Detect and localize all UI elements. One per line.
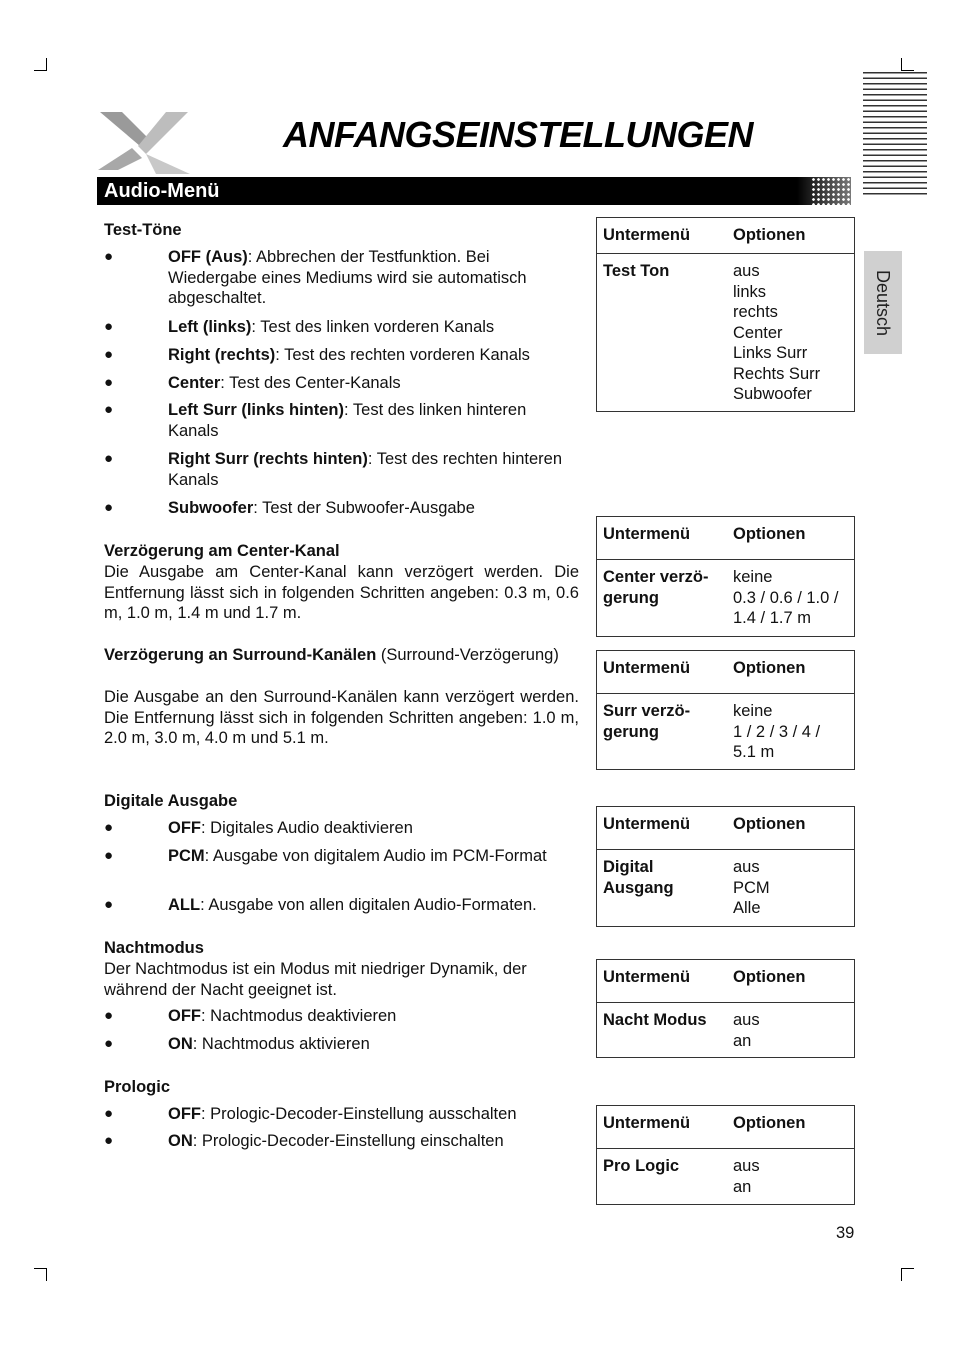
option-value: 5.1 m xyxy=(733,743,775,761)
description: : Test des rechten vorderen Kanals xyxy=(275,346,530,364)
bullet-icon: ● xyxy=(104,401,114,418)
header-submenu: Untermenü xyxy=(603,815,691,833)
brand-x-logo-icon xyxy=(96,108,196,176)
submenu-name: Pro Logic xyxy=(603,1157,680,1175)
bullet-icon: ● xyxy=(104,847,114,864)
bullet-icon: ● xyxy=(104,896,114,913)
option-value: aus xyxy=(733,1011,760,1029)
option-value: Subwoofer xyxy=(733,385,812,403)
term: ON xyxy=(168,1132,193,1150)
options-table-pro-logic xyxy=(596,1105,855,1205)
submenu-name: Digital Ausgang xyxy=(603,858,674,897)
term: Left Surr (links hinten) xyxy=(168,401,345,419)
term: OFF (Aus) xyxy=(168,248,248,266)
crop-mark-bottom-left xyxy=(34,1268,47,1281)
term: Right (rechts) xyxy=(168,346,276,364)
options-list xyxy=(733,1010,853,1051)
language-tab-label: Deutsch xyxy=(873,269,893,337)
prologic-heading: Prologic xyxy=(104,1078,171,1096)
options-list xyxy=(733,857,853,919)
term: Center xyxy=(168,374,221,392)
bullet-icon: ● xyxy=(104,318,114,335)
option-value: keine xyxy=(733,568,773,586)
option-value: 0.3 / 0.6 / 1.0 / xyxy=(733,588,839,607)
option-value: aus xyxy=(733,1157,760,1175)
description: : Test des rechten hinteren Kanals xyxy=(168,450,562,489)
options-table-digital-output xyxy=(596,806,855,927)
bullet-icon: ● xyxy=(104,450,114,467)
bullet-icon: ● xyxy=(104,1132,114,1149)
submenu-name: Center verzö-gerung xyxy=(603,568,709,607)
options-table-surround-delay xyxy=(596,650,855,770)
options-table-test-ton xyxy=(596,217,855,412)
description: : Ausgabe von digitalem Audio im PCM-Format xyxy=(204,847,547,865)
bullet-icon: ● xyxy=(104,374,114,391)
surround-delay-heading-line xyxy=(104,645,579,666)
description: : Prologic-Decoder-Einstellung einschalten xyxy=(192,1132,504,1150)
description: : Nachtmodus aktivieren xyxy=(192,1035,370,1053)
night-mode-heading: Nachtmodus xyxy=(104,939,204,957)
test-tones-heading: Test-Töne xyxy=(104,221,182,239)
section-title: Audio-Menü xyxy=(104,180,220,202)
option-value: Links Surr xyxy=(733,344,808,362)
option-value: an xyxy=(733,1177,752,1196)
option-value: keine xyxy=(733,702,773,720)
section-bar-dot-pattern xyxy=(811,177,851,205)
table-header xyxy=(597,1106,854,1149)
header-options: Optionen xyxy=(733,659,806,677)
term: OFF xyxy=(168,1105,201,1123)
option-value: Rechts Surr xyxy=(733,364,821,383)
option-value: Center xyxy=(733,323,783,342)
option-value: 1 / 2 / 3 / 4 / xyxy=(733,722,821,741)
option-value: rechts xyxy=(733,303,778,321)
options-table-center-delay xyxy=(596,516,855,637)
center-delay-heading: Verzögerung am Center-Kanal xyxy=(104,542,340,560)
crop-mark-top-right xyxy=(901,58,914,71)
options-list xyxy=(733,1156,853,1197)
option-value: links xyxy=(733,282,767,301)
description: : Test der Subwoofer-Ausgabe xyxy=(253,499,475,517)
header-options: Optionen xyxy=(733,525,806,543)
header-submenu: Untermenü xyxy=(603,525,691,543)
bullet-icon: ● xyxy=(104,346,114,363)
decorative-stripes xyxy=(863,72,927,198)
term: ON xyxy=(168,1035,193,1053)
bullet-icon: ● xyxy=(104,248,114,265)
table-header xyxy=(597,218,854,254)
submenu-name: Test Ton xyxy=(603,262,670,280)
table-header xyxy=(597,960,854,1003)
description: : Prologic-Decoder-Einstellung ausschalten xyxy=(201,1105,517,1123)
header-submenu: Untermenü xyxy=(603,226,691,244)
surround-delay-text: Die Ausgabe an den Surround-Kanälen kann verzögert werden. Die Entfernung lässt sich in folgenden Schritten angeben: 1.0 m, 2.0 m, 3.0 m, 4.0 m und 5.1 m. xyxy=(104,688,579,747)
option-value: an xyxy=(733,1031,752,1050)
section-header-bar xyxy=(97,177,851,205)
description: : Nachtmodus deaktivieren xyxy=(201,1007,397,1025)
header-submenu: Untermenü xyxy=(603,1114,691,1132)
submenu-name: Surr verzö-gerung xyxy=(603,702,691,741)
term: ALL xyxy=(168,896,201,914)
surround-delay-heading: Verzögerung an Surround-Kanälen xyxy=(104,646,377,664)
center-delay-text: Die Ausgabe am Center-Kanal kann verzögert werden. Die Entfernung lässt sich in folgenden Schritten angeben: 0.3 m, 0.6 m, 1.0 m, 1.4 m und 1.7 m. xyxy=(104,563,579,622)
term: PCM xyxy=(168,847,205,865)
digital-output-heading: Digitale Ausgabe xyxy=(104,792,238,810)
language-tab xyxy=(864,251,902,354)
options-list xyxy=(733,261,853,405)
header-options: Optionen xyxy=(733,815,806,833)
option-value: 1.4 / 1.7 m xyxy=(733,609,811,627)
header-submenu: Untermenü xyxy=(603,968,691,986)
term: OFF xyxy=(168,1007,201,1025)
bullet-icon: ● xyxy=(104,1035,114,1052)
term: Right Surr (rechts hinten) xyxy=(168,450,368,468)
bullet-icon: ● xyxy=(104,499,114,516)
page-title: ANFANGSEINSTELLUNGEN xyxy=(283,114,754,155)
option-value: aus xyxy=(733,262,760,280)
bullet-icon: ● xyxy=(104,819,114,836)
crop-mark-bottom-right xyxy=(901,1268,914,1281)
table-header xyxy=(597,517,854,560)
table-header xyxy=(597,651,854,694)
description: : Test des linken vorderen Kanals xyxy=(251,318,495,336)
bullet-icon: ● xyxy=(104,1007,114,1024)
options-list xyxy=(733,701,853,763)
bullet-icon: ● xyxy=(104,1105,114,1122)
header-options: Optionen xyxy=(733,968,806,986)
options-list xyxy=(733,567,853,629)
term: Left (links) xyxy=(168,318,252,336)
term: OFF xyxy=(168,819,201,837)
submenu-name: Nacht Modus xyxy=(603,1011,707,1029)
header-options: Optionen xyxy=(733,1114,806,1132)
header-submenu: Untermenü xyxy=(603,659,691,677)
night-mode-text: Der Nachtmodus ist ein Modus mit niedriger Dynamik, der während der Nacht geeignet ist. xyxy=(104,960,527,999)
description: : Test des linken hinteren Kanals xyxy=(168,401,527,440)
option-value: Alle xyxy=(733,899,761,917)
option-value: aus xyxy=(733,858,760,876)
description: : Abbrechen der Testfunktion. Bei Wiedergabe eines Mediums wird sie automatisch abgeschaltet. xyxy=(168,248,527,307)
options-table-night-mode xyxy=(596,959,855,1058)
page-number: 39 xyxy=(836,1224,855,1242)
surround-delay-heading-suffix: (Surround-Verzögerung) xyxy=(376,646,559,664)
crop-mark-top-left xyxy=(34,58,47,71)
description: : Digitales Audio deaktivieren xyxy=(201,819,413,837)
description: : Ausgabe von allen digitalen Audio-Formaten. xyxy=(200,896,537,914)
term: Subwoofer xyxy=(168,499,254,517)
header-options: Optionen xyxy=(733,226,806,244)
table-header xyxy=(597,807,854,850)
option-value: PCM xyxy=(733,878,770,897)
description: : Test des Center-Kanals xyxy=(220,374,401,392)
